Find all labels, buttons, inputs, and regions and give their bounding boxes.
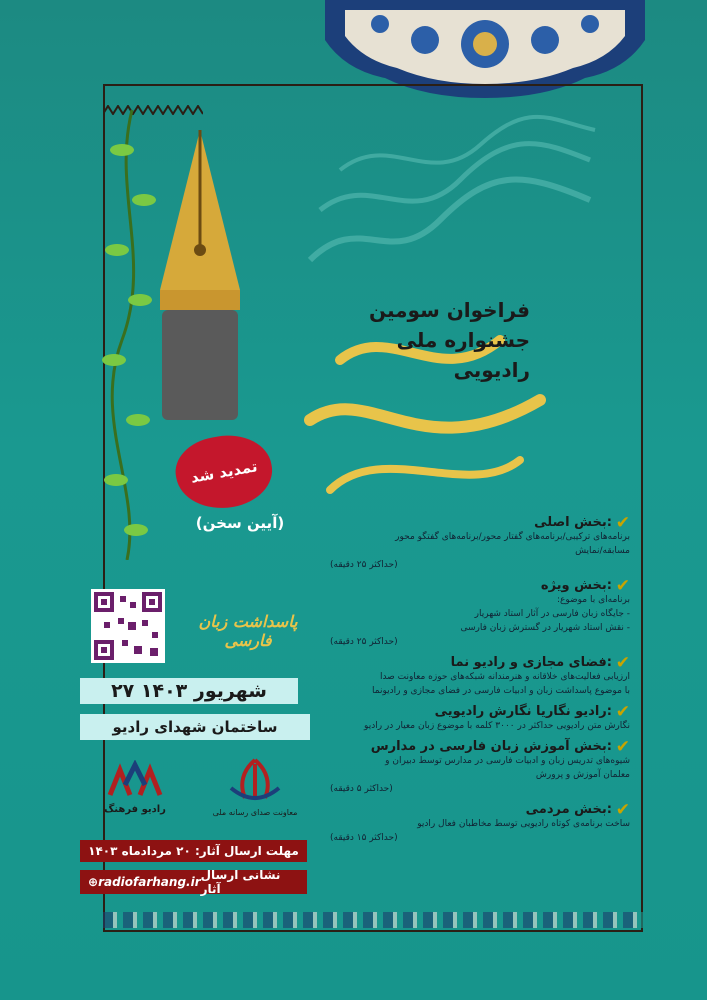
section-main: [330, 515, 630, 572]
sima-deputy-logo: [205, 758, 305, 830]
check-icon: ✔: [615, 702, 630, 722]
qr-code-icon: [94, 592, 162, 660]
section-line: برنامه‌های ترکیبی/برنامه‌های گفتار محور/برنامه‌های گفتگو محور: [395, 532, 630, 542]
section-radio-writing: [330, 704, 630, 733]
event-place: ساختمان شهدای رادیو: [80, 714, 310, 740]
website-bar: [80, 870, 307, 894]
globe-icon: ⊕: [88, 875, 99, 889]
section-public: [330, 802, 630, 845]
sima-emblem-icon: [225, 758, 285, 804]
radio-farhang-icon: [100, 760, 170, 800]
section-line: مسابقه/نمایش: [575, 546, 630, 556]
event-date: ۲۷ شهریور ۱۴۰۳: [80, 678, 298, 704]
persian-language-logo: پاسداشت زبان فارسی: [198, 612, 298, 650]
check-icon: ✔: [615, 576, 630, 596]
section-line: (حداکثر ۲۵ دقیقه): [330, 637, 398, 647]
check-icon: ✔: [615, 513, 630, 533]
section-line: معلمان آموزش و پرورش: [535, 770, 630, 780]
check-icon: ✔: [615, 737, 630, 757]
sima-deputy-label: معاونت صدای رسانه ملی: [212, 808, 298, 817]
check-icon: ✔: [615, 800, 630, 820]
call-line-1: فراخوان سومین: [369, 298, 530, 322]
section-line: ارزیابی فعالیت‌های خلاقانه و هنرمندانه شبکه‌های حوزه معاونت صدا: [379, 672, 630, 682]
section-virtual: [330, 655, 630, 698]
qr-code[interactable]: [91, 589, 165, 663]
section-line: برنامه‌ای با موضوع:: [556, 595, 630, 605]
section-line: (حداکثر ۵ دقیقه): [330, 784, 393, 794]
website-label: نشانی ارسال آثار: [200, 868, 281, 896]
call-line-3: رادیویی: [453, 358, 530, 382]
section-line: با موضوع پاسداشت زبان و ادبیات فارسی در فضای مجازی و رادیونما: [372, 686, 630, 696]
radio-farhang-logo: [90, 760, 180, 830]
section-line: (حداکثر ۱۵ دقیقه): [330, 833, 398, 843]
submission-deadline: مهلت ارسال آثار: ۲۰ مردادماه ۱۴۰۳: [80, 840, 307, 862]
website-url[interactable]: radiofarhang.ir: [98, 875, 201, 889]
ceremony-label: (آیین سخن): [195, 514, 285, 532]
section-title: فضای مجازی و رادیو نما:: [450, 655, 612, 670]
section-special: [330, 578, 630, 649]
section-line: شیوه‌های تدریس زبان و ادبیات فارسی در مدارس توسط دبیران و: [385, 756, 630, 766]
section-schools: [330, 739, 630, 796]
festival-call: [360, 295, 530, 385]
section-line: - جایگاه زبان فارسی در آثار استاد شهریار: [474, 609, 630, 619]
call-line-2: جشنواره ملی: [396, 328, 530, 352]
calligraphy-background: [300, 110, 600, 280]
pen-nib-illustration: [140, 130, 260, 430]
festival-sections: [330, 515, 630, 851]
section-line: نگارش متن رادیویی حداکثر در ۳۰۰۰ کلمه با موضوع زبان معیار در رادیو: [364, 721, 630, 731]
section-title: بخش ویژه:: [540, 578, 612, 593]
section-title: رادیو نگاریا نگارش رادیویی:: [434, 704, 612, 719]
radio-farhang-label: رادیو فرهنگ: [104, 804, 166, 815]
bottom-border-band: [103, 912, 643, 928]
section-title: بخش اصلی:: [534, 515, 612, 530]
section-line: ساخت برنامه‌ی کوتاه رادیویی توسط مخاطبان فعال رادیو: [417, 819, 630, 829]
check-icon: ✔: [615, 653, 630, 673]
section-title: بخش آموزش زبان فارسی در مدارس:: [370, 739, 612, 754]
section-title: بخش مردمی:: [525, 802, 612, 817]
section-line: (حداکثر ۲۵ دقیقه): [330, 560, 398, 570]
section-line: - نقش استاد شهریار در گسترش زبان فارسی: [460, 623, 630, 633]
extended-seal: تمدید شد: [170, 428, 277, 516]
